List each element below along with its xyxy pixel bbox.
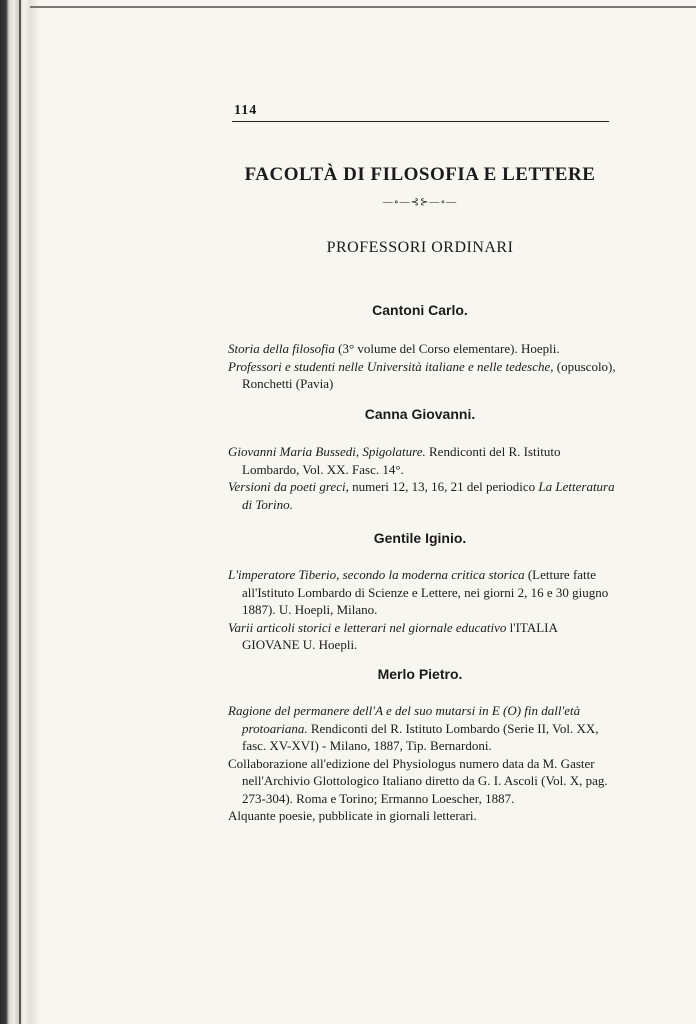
author-entries [228,443,616,513]
author-name: Gentile Iginio. [373,530,467,546]
faculty-title: FACOLTÀ DI FILOSOFIA E LETTERE [244,164,596,185]
bibliography-entry: Versioni da poeti greci, numeri 12, 13, 16, 21 del periodico La Letteratura di Torino. [228,479,615,512]
top-rule [30,6,696,8]
section-title: PROFESSORI ORDINARI [326,239,514,256]
binding-line [19,0,21,1024]
author-entries [228,566,616,654]
bibliography-entry: Giovanni Maria Bussedi, Spigolature. Rendiconti del R. Istituto Lombardo, Vol. XX. Fasc. 14°. [228,444,561,477]
author-name: Cantoni Carlo. [372,302,468,318]
author-entries [228,702,616,825]
header-rule [232,121,609,122]
bibliography-entry: Ragione del permanere dell'A e del suo mutarsi in E (O) fin dall'età protoariana. Rendiconti del R. Istituto Lombardo (Serie II, Vol. XX, fasc. XV-XVI) - Milano, 1887, Tip. Bernardoni. [228,703,599,753]
ornament-divider: —∘—⊰⊱—∘— [382,197,458,208]
author-entries [228,340,616,393]
bibliography-entry: Alquante poesie, pubblicate in giornali letterari. [228,808,477,823]
author-name: Merlo Pietro. [377,666,463,682]
bibliography-entry: Collaborazione all'edizione del Physiologus numero data da M. Gaster nell'Archivio Glottologico Italiano diretto da G. I. Ascoli (Vol. X, pag. 273-304). Roma e Torino; Ermanno Loescher, 1887. [228,755,608,806]
bibliography-entry: Storia della filosofia (3° volume del Corso elementare). Hoepli. [228,341,560,356]
page-number: 114 [234,103,258,118]
author-name: Canna Giovanni. [364,406,476,422]
bibliography-entry: L'imperatore Tiberio, secondo la moderna critica storica (Letture fatte all'Istituto Lombardo di Scienze e Lettere, nei giorni 2, 16 e 30 giugno 1887). U. Hoepli, Milano. [228,567,609,617]
bibliography-entry: Varii articoli storici e letterari nel giornale educativo l'ITALIA GIOVANE U. Hoepli. [228,619,558,652]
bibliography-entry: Professori e studenti nelle Università italiane e nelle tedesche, (opuscolo), Ronchetti (Pavia) [228,358,616,391]
